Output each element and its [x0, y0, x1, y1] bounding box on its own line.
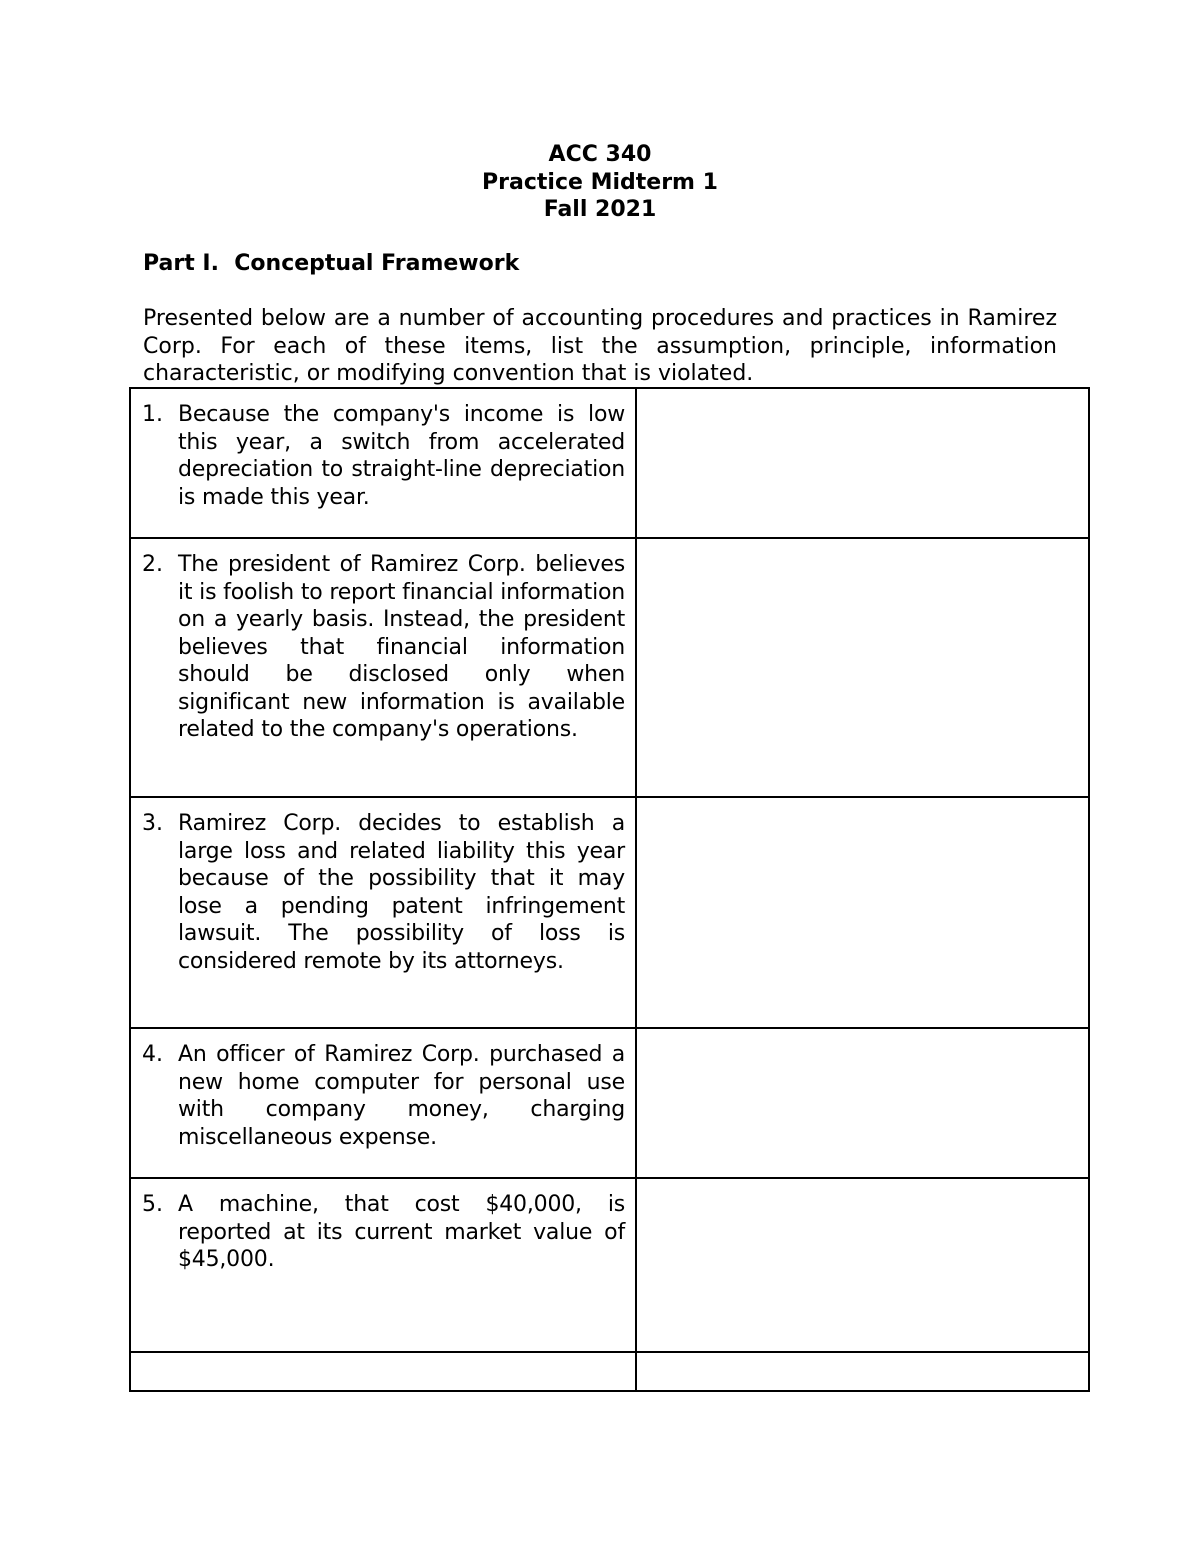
item-number: 4.: [142, 1042, 163, 1067]
document-header: [0, 141, 1200, 224]
item-cell: [130, 388, 636, 538]
list-item: [131, 389, 635, 511]
item-cell: [130, 1028, 636, 1178]
list-item: [131, 539, 635, 744]
item-text: Ramirez Corp. decides to establish a large loss and related liability this year because of the possibility that it may lose a pending patent infringement lawsuit. The possibility of loss is considered remote by its attorneys.: [178, 811, 625, 974]
table-row: [130, 1178, 1089, 1352]
item-number: 5.: [142, 1192, 163, 1217]
list-item: [131, 1029, 635, 1151]
answer-cell[interactable]: [636, 1028, 1089, 1178]
item-number: 1.: [142, 402, 163, 427]
table-row: [130, 1028, 1089, 1178]
list-item: [131, 1179, 635, 1274]
list-item: [131, 798, 635, 975]
list-item: [131, 1353, 635, 1365]
item-text: A machine, that cost $40,000, is reported at its current market value of $45,000.: [178, 1192, 625, 1272]
answer-cell[interactable]: [636, 1352, 1089, 1391]
item-cell: [130, 1178, 636, 1352]
answer-cell[interactable]: [636, 1178, 1089, 1352]
item-text: An officer of Ramirez Corp. purchased a new home computer for personal use with company money, charging miscellaneous expense.: [178, 1042, 625, 1150]
items-table: [129, 387, 1090, 1392]
answer-cell[interactable]: [636, 388, 1089, 538]
course-title: ACC 340: [548, 142, 652, 167]
table-row: [130, 1352, 1089, 1391]
item-cell: [130, 1352, 636, 1391]
answer-cell[interactable]: [636, 797, 1089, 1028]
answer-cell[interactable]: [636, 538, 1089, 797]
table-row: [130, 797, 1089, 1028]
term-title: Fall 2021: [543, 197, 657, 222]
instructions-paragraph: Presented below are a number of accounting procedures and practices in Ramirez Corp. For each of these items, list the assumption, principle, information characteristic, or modifying convention that is violated.: [143, 306, 1057, 386]
item-cell: [130, 538, 636, 797]
exam-title: Practice Midterm 1: [482, 169, 718, 195]
item-number: 2.: [142, 552, 163, 577]
item-text: Because the company's income is low this year, a switch from accelerated depreciation to straight-line depreciation is made this year.: [178, 402, 625, 510]
item-number: 3.: [142, 811, 163, 836]
item-text: The president of Ramirez Corp. believes it is foolish to report financial information on a yearly basis. Instead, the president believes that financial information should be disclosed only when significant new information is available related to the company's operations.: [178, 552, 625, 742]
item-cell: [130, 797, 636, 1028]
table-row: [130, 388, 1089, 538]
part-heading: Part I. Conceptual Framework: [143, 251, 520, 276]
table-row: [130, 538, 1089, 797]
